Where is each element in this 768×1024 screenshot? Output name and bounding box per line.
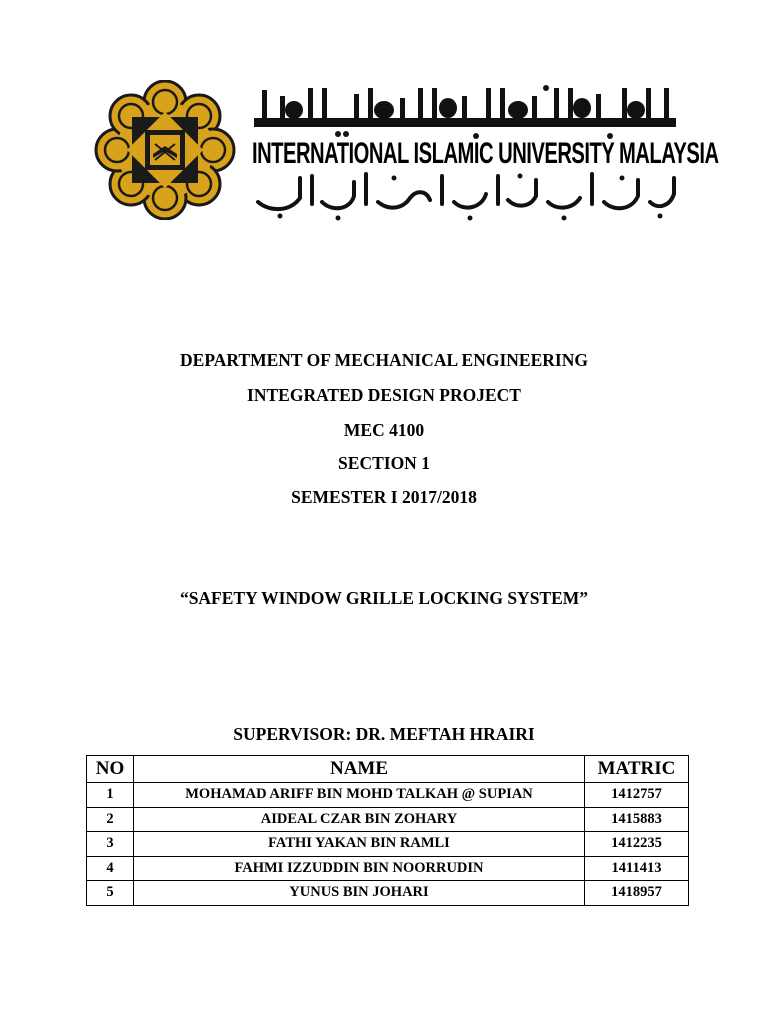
header-no: NO bbox=[87, 756, 134, 783]
row-name: FATHI YAKAN BIN RAMLI bbox=[134, 832, 585, 857]
table-row bbox=[87, 856, 689, 881]
row-no: 5 bbox=[87, 881, 134, 906]
row-matric: 1411413 bbox=[585, 856, 689, 881]
members-table bbox=[86, 755, 689, 906]
section-label: SECTION 1 bbox=[338, 453, 430, 473]
university-emblem-logo bbox=[90, 80, 240, 220]
supervisor-line: SUPERVISOR: DR. MEFTAH HRAIRI bbox=[233, 724, 535, 744]
table-row bbox=[87, 832, 689, 857]
semester-label: SEMESTER I 2017/2018 bbox=[291, 487, 477, 507]
course-heading: INTEGRATED DESIGN PROJECT bbox=[247, 385, 521, 405]
row-matric: 1418957 bbox=[585, 881, 689, 906]
project-title: “SAFETY WINDOW GRILLE LOCKING SYSTEM” bbox=[179, 588, 589, 608]
course-code: MEC 4100 bbox=[343, 420, 425, 440]
row-no: 1 bbox=[87, 783, 134, 808]
table-row bbox=[87, 807, 689, 832]
row-name: MOHAMAD ARIFF BIN MOHD TALKAH @ SUPIAN bbox=[134, 783, 585, 808]
table-row bbox=[87, 783, 689, 808]
row-no: 4 bbox=[87, 856, 134, 881]
row-matric: 1415883 bbox=[585, 807, 689, 832]
row-no: 2 bbox=[87, 807, 134, 832]
row-matric: 1412235 bbox=[585, 832, 689, 857]
row-name: YUNUS BIN JOHARI bbox=[134, 881, 585, 906]
row-matric: 1412757 bbox=[585, 783, 689, 808]
department-heading: DEPARTMENT OF MECHANICAL ENGINEERING bbox=[180, 350, 588, 370]
university-english-name: INTERNATIONAL ISLAMIC UNIVERSITY MALAYSIA bbox=[252, 136, 719, 170]
university-jawi-logotype bbox=[250, 168, 680, 222]
header-matric: MATRIC bbox=[585, 756, 689, 783]
table-header-row bbox=[87, 756, 689, 783]
table-row bbox=[87, 881, 689, 906]
row-name: FAHMI IZZUDDIN BIN NOORRUDIN bbox=[134, 856, 585, 881]
header-name: NAME bbox=[134, 756, 585, 783]
row-no: 3 bbox=[87, 832, 134, 857]
row-name: AIDEAL CZAR BIN ZOHARY bbox=[134, 807, 585, 832]
university-arabic-logotype bbox=[250, 84, 680, 140]
